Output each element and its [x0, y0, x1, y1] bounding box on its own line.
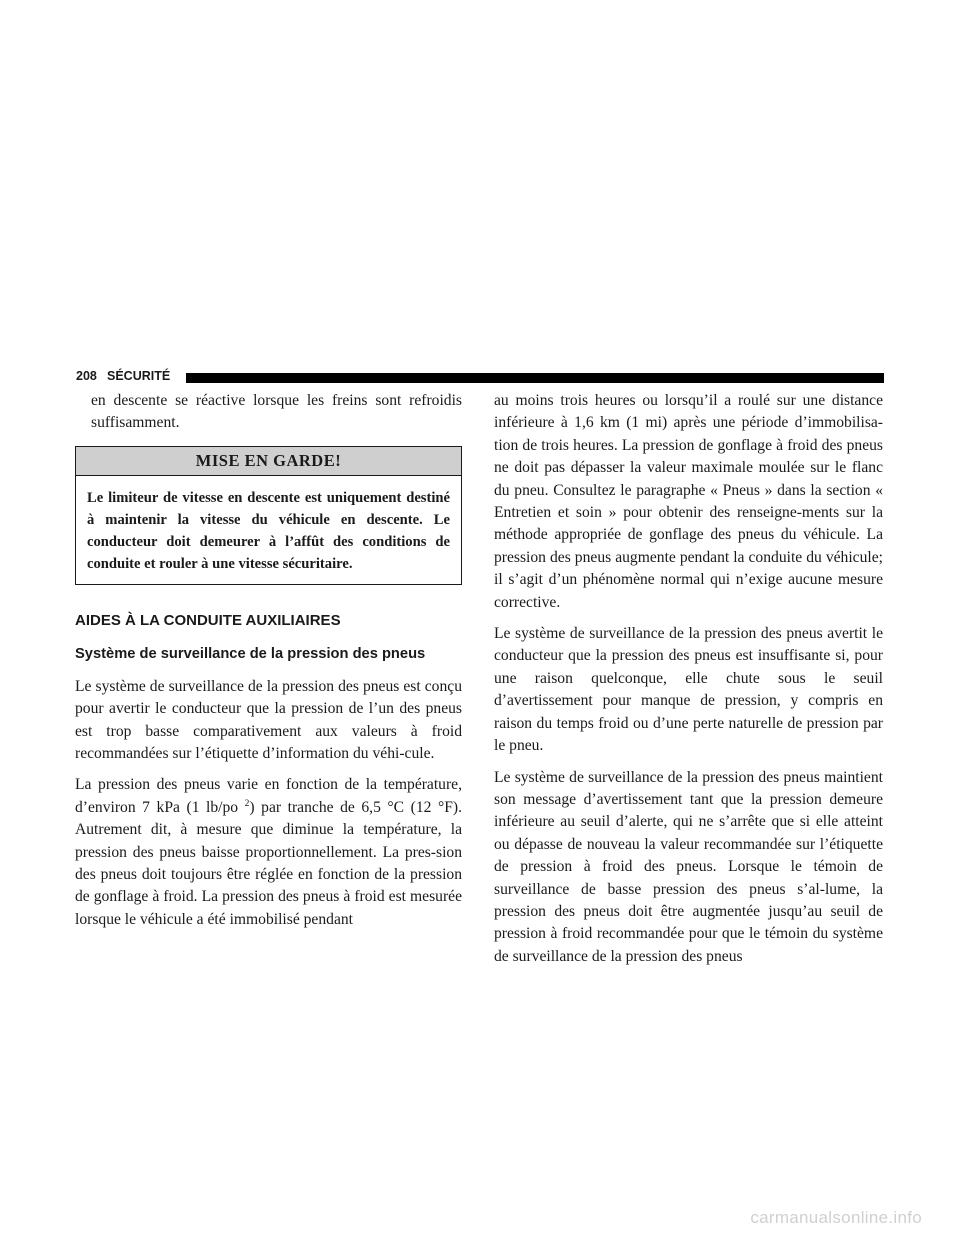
body-paragraph: [75, 774, 462, 931]
page-header: [76, 366, 884, 386]
right-column: [494, 390, 883, 977]
subsection-heading: Système de surveillance de la pression des pneus: [75, 645, 426, 662]
watermark: carmanualsonline.info: [750, 1208, 922, 1227]
body-paragraph: Le système de surveillance de la pression des pneus maintient son message d’avertissement tant que la pression demeure inférieure au seuil d’alerte, qui ne s’arrête que si elle atteint ou dépasse de nouveau la valeur recommandée sur l’étiquette de pression à froid des pneus. Lorsque le témoin de surveillance de basse pression des pneus s’al-lume, la pression des pneus doit être augmentée jusqu’au seuil de pression à froid recommandée pour que le témoin du système de surveillance de la pression des pneus: [494, 768, 883, 965]
left-column: [75, 390, 462, 940]
paragraph-text: La pression des pneus varie en fonction de la température, d’environ 7 kPa (1 lb/po: [75, 776, 462, 816]
continuation-paragraph: en descente se réactive lorsque les freins sont refroidis suffisamment.: [91, 392, 462, 432]
body-paragraph: Le système de surveillance de la pression des pneus avertit le conducteur que la pression des pneus est insuffisante si, pour une raison quelconque, elle chute sous le seuil d’avertissement pour manque de pression, y compris en raison du temps froid ou d’une perte naturelle de pression par le pneu.: [494, 625, 883, 755]
warning-text: Le limiteur de vitesse en descente est uniquement destiné à maintenir la vitesse du véhicule en descente. Le conducteur doit demeurer à l’affût des conditions de conduite et rouler à une vitesse sécuritaire.: [87, 489, 450, 572]
body-paragraph: au moins trois heures ou lorsqu’il a roulé sur une distance inférieure à 1,6 km (1 mi) après une période d’immobilisa-tion de trois heures. La pression de gonflage à froid des pneus ne doit pas dépasser la valeur maximale moulée sur le flanc du pneu. Consultez le paragraphe « Pneus » dans la section « Entretien et soin » pour obtenir des renseigne-ments sur la méthode appropriée de gonflage des pneus du véhicule. La pression des pneus augmente pendant la conduite du véhicule; il s’agit d’un phénomène normal qui n’exige aucune mesure corrective.: [494, 392, 883, 611]
paragraph-text: ) par tranche de 6,5 °C (12 °F). Autrement dit, à mesure que diminue la température, la pression des pneus baisse proportionnellement. La pres-sion des pneus doit toujours être réglée en fonction de la pression de gonflage à froid. La pression des pneus à froid est mesurée lorsque le véhicule a été immobilisé pendant: [75, 798, 462, 928]
header-rule: [186, 373, 884, 383]
section-title: SÉCURITÉ: [107, 369, 171, 383]
superscript: 2: [244, 798, 250, 809]
warning-title: MISE EN GARDE!: [76, 447, 461, 476]
warning-box: [75, 446, 462, 585]
page-number: 208: [76, 369, 97, 383]
body-paragraph: Le système de surveillance de la pression des pneus est conçu pour avertir le conducteur que la pression de l’un des pneus est trop basse comparativement aux valeurs à froid recommandées sur l’étiquette d’information du véhi-cule.: [75, 677, 462, 763]
section-heading: AIDES À LA CONDUITE AUXILIAIRES: [75, 611, 341, 629]
